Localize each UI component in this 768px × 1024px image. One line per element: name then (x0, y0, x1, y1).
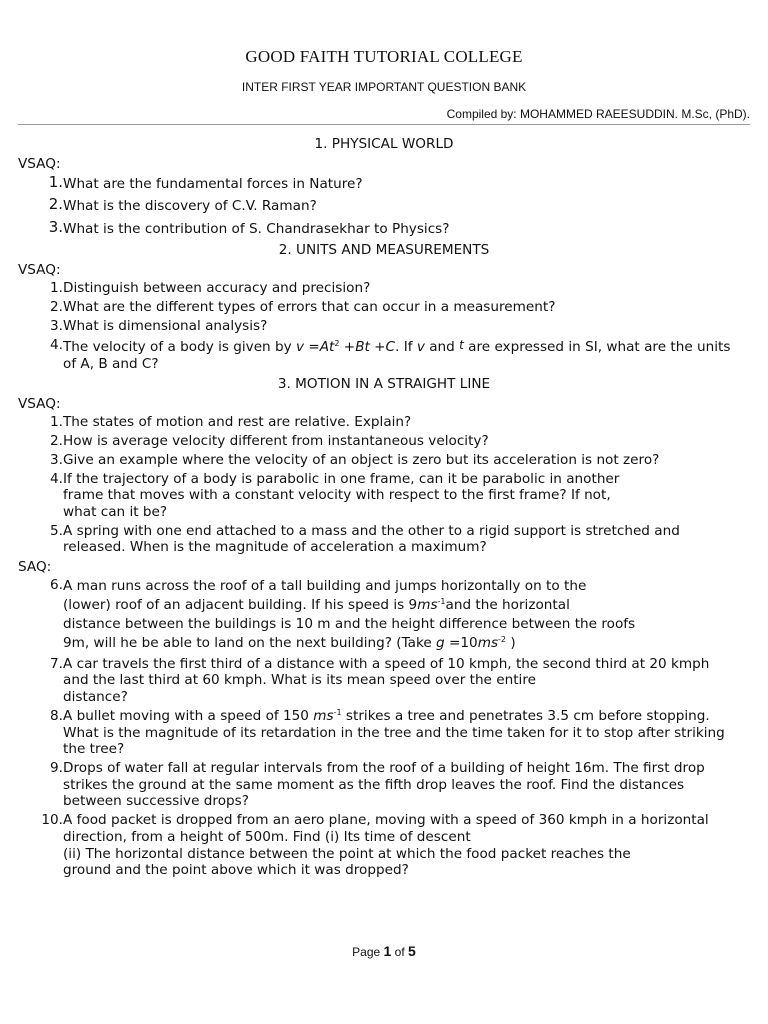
question-text-continued: (lower) roof of an adjacent building. If his speed is $9ms^{-1}and$ the horizontal (63, 597, 570, 614)
question-content (18, 134, 750, 881)
question-text-continued: ground and the point above which it was dropped? (63, 862, 409, 879)
question-number: 2. (48, 195, 63, 214)
question-item (18, 433, 750, 450)
question-item (18, 196, 750, 216)
question-number: 8. (50, 707, 63, 724)
velocity-formula: v =At (296, 339, 335, 356)
section-title-motion-straight-line: 3. MOTION IN A STRAIGHT LINE (277, 375, 491, 392)
question-text: Give an example where the velocity of an object is zero but its acceleration is not zero? (63, 451, 660, 468)
question-item (18, 452, 750, 469)
question-item (18, 219, 750, 239)
question-text-continued: released. When is the magnitude of acceleration a maximum? (63, 539, 487, 556)
category-saq: SAQ: (18, 559, 52, 576)
question-text-continued: What is the magnitude of its retardation in the tree and the time taken for it to stop after striking (63, 724, 725, 741)
question-number: 5. (50, 522, 63, 539)
question-number: 1. (50, 413, 63, 430)
question-number: 4. (50, 470, 63, 487)
question-item (18, 577, 750, 653)
question-number: 3. (50, 451, 63, 468)
question-text-continued: of A, B and C? (63, 355, 159, 372)
college-title: GOOD FAITH TUTORIAL COLLEGE (245, 47, 523, 66)
question-text: If the trajectory of a body is parabolic in one frame, can it be parabolic in another (63, 470, 620, 487)
question-text: What are the fundamental forces in Nature? (63, 176, 363, 192)
question-text: Drops of water fall at regular intervals from the roof of a building of height 16m. The first drop (63, 760, 705, 777)
question-text: A man runs across the roof of a tall building and jumps horizontally on to the (63, 578, 587, 595)
question-list (18, 174, 750, 239)
question-text: What is dimensional analysis? (63, 318, 268, 335)
question-item (18, 708, 750, 758)
question-text-continued: strikes the ground at the same moment as the fifth drop leaves the roof. Find the distances (63, 776, 685, 793)
question-number: 1. (50, 280, 63, 297)
question-item (18, 174, 750, 194)
question-item (18, 337, 750, 372)
question-text: A food packet is dropped from an aero plane, moving with a speed of 360 kmph in a horizontal (63, 812, 709, 829)
header-divider (18, 124, 750, 125)
question-text-continued: 9m, will he be able to land on the next building? (Take $g =10ms^{-2}$ ) (63, 635, 516, 652)
page-label: Page (352, 945, 384, 959)
question-number: 6. (50, 577, 63, 594)
question-item (18, 318, 750, 335)
section-title-physical-world: 1. PHYSICAL WORLD (314, 136, 454, 152)
category-vsaq: VSAQ: (18, 156, 61, 172)
question-list (18, 414, 750, 556)
question-number: 3. (48, 217, 63, 236)
question-number: 2. (50, 299, 63, 316)
question-item (18, 299, 750, 316)
question-text: A bullet moving with a speed of 150 $ms^{-1}$ strikes a tree and penetrates 3.5 cm before stopping. (63, 707, 710, 724)
document-subtitle: INTER FIRST YEAR IMPORTANT QUESTION BANK (241, 80, 527, 94)
question-text-continued: distance between the buildings is 10 m and the height difference between the roofs (63, 616, 636, 633)
question-text: What is the discovery of C.V. Raman? (63, 198, 317, 215)
question-text-continued: (ii) The horizontal distance between the point at which the food packet reaches the (63, 845, 631, 862)
question-number: 2. (50, 432, 63, 449)
question-item (18, 812, 750, 878)
page-number: 1 (383, 943, 392, 959)
compiled-by: Compiled by: MOHAMMED RAEESUDDIN. M.Sc, (PhD). (446, 107, 750, 121)
category-vsaq: VSAQ: (18, 395, 61, 412)
question-text: The states of motion and rest are relative. Explain? (63, 413, 412, 430)
question-number: 10. (41, 812, 63, 829)
of-label: of (391, 945, 409, 959)
question-item (18, 471, 750, 521)
question-item (18, 523, 750, 556)
question-item (18, 760, 750, 810)
question-text: How is average velocity different from instantaneous velocity? (63, 432, 489, 449)
question-number: 3. (50, 318, 63, 335)
page-total: 5 (408, 943, 416, 959)
question-text: What are the different types of errors that can occur in a measurement? (63, 299, 556, 316)
question-number: 9. (50, 760, 63, 777)
question-item (18, 656, 750, 706)
section-title-units-measurements: 2. UNITS AND MEASUREMENTS (278, 242, 490, 259)
question-number: 1. (48, 173, 63, 191)
question-text-continued: the tree? (63, 741, 125, 758)
question-text: A car travels the first third of a distance with a speed of 10 kmph, the second third at 20 kmph (63, 655, 710, 672)
question-text-continued: between successive drops? (63, 793, 249, 810)
question-number: 4. (50, 337, 63, 354)
question-number: 7. (50, 655, 63, 672)
question-text-continued: what can it be? (63, 503, 168, 520)
question-text: A spring with one end attached to a mass and the other to a rigid support is stretched and (63, 522, 680, 539)
question-text-continued: distance? (63, 688, 128, 705)
question-text-continued: direction, from a height of 500m. Find (i) Its time of descent (63, 828, 471, 845)
question-list (18, 280, 750, 372)
question-item (18, 414, 750, 431)
category-vsaq: VSAQ: (18, 262, 61, 279)
question-text: The velocity of a body is given by $v =At^2 +Bt +C$. If v and t are expressed in SI, what are the units (63, 338, 731, 356)
question-item (18, 280, 750, 297)
question-list (18, 577, 750, 878)
question-text: Distinguish between accuracy and precision? (63, 280, 371, 297)
page-footer (0, 943, 768, 959)
question-text-continued: frame that moves with a constant velocity with respect to the first frame? If not, (63, 487, 611, 504)
question-text: What is the contribution of S. Chandrasekhar to Physics? (63, 220, 450, 237)
question-text-continued: and the last third at 60 kmph. What is its mean speed over the entire (63, 672, 536, 689)
